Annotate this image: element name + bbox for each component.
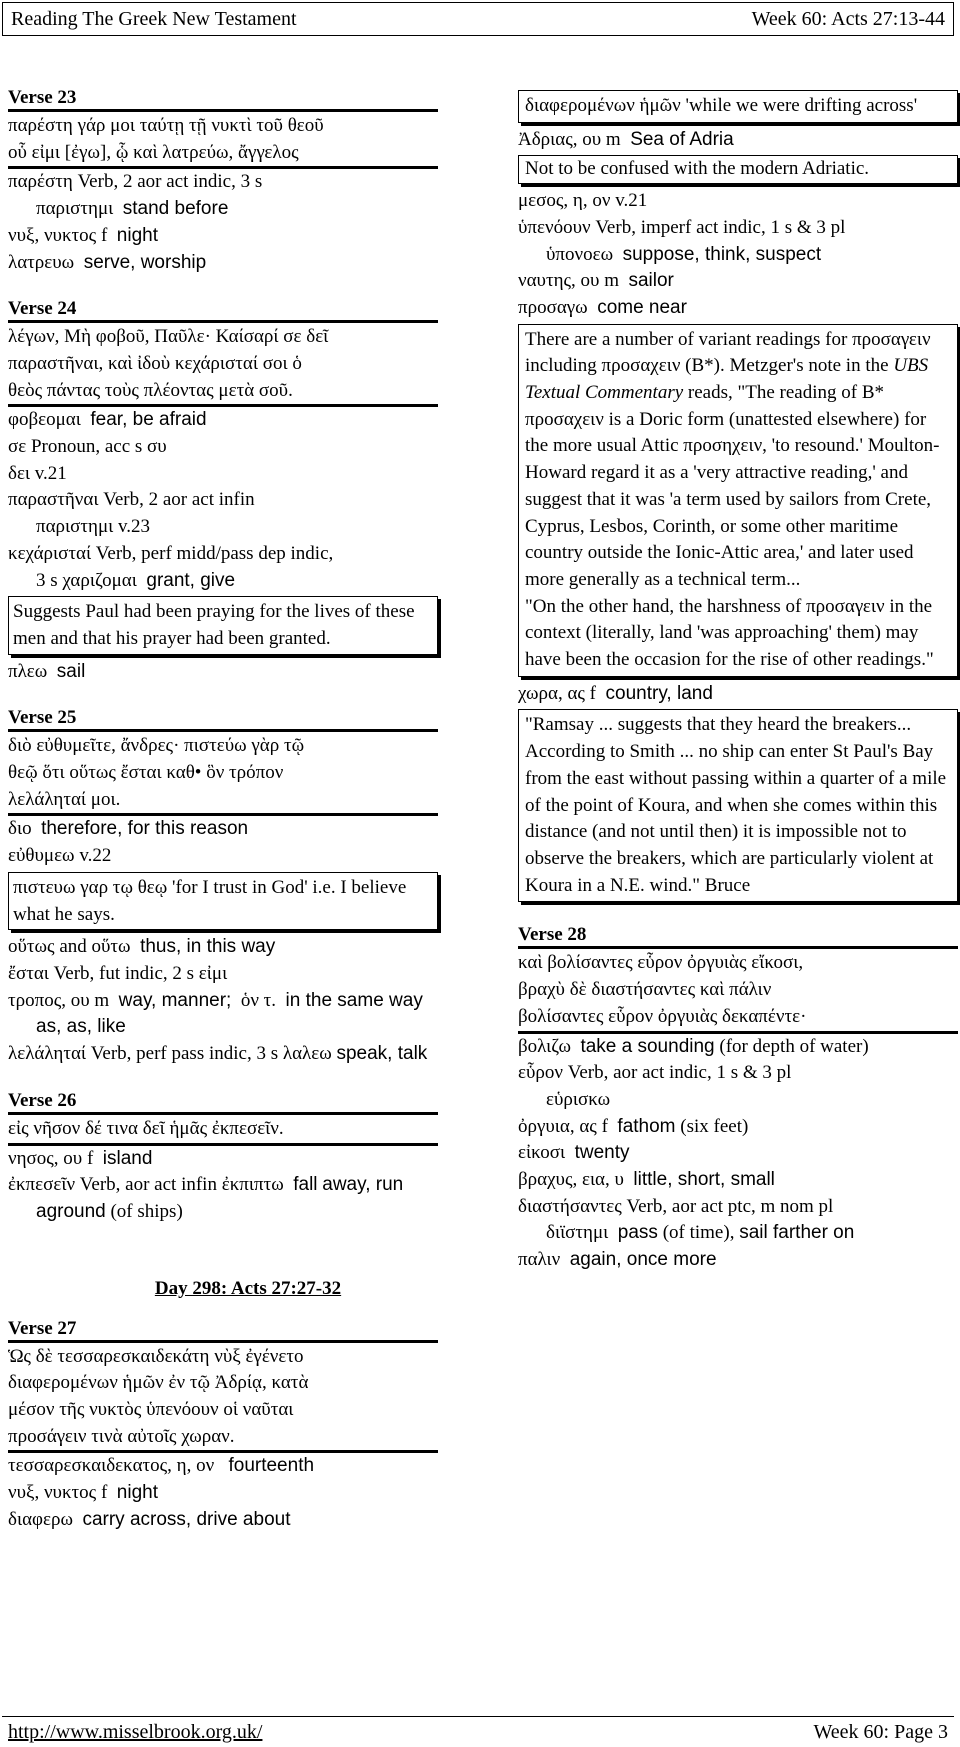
vocab-parse: ἐκπεσεῖν Verb, aor act infin ἐκπιπτω — [8, 1174, 284, 1196]
greek-line: θεὸς πάντας τοὺς πλέοντας μετὰ σοῦ. — [8, 379, 293, 401]
vocab-gloss: night — [116, 224, 158, 246]
vocab-word: βραχυς, εια, υ — [518, 1169, 624, 1191]
vocab-gloss: Sea of Adria — [630, 128, 734, 150]
vocab-item: σε Pronoun, acc s συ — [8, 436, 167, 458]
vocab-item — [8, 816, 438, 843]
greek-line: οὗ εἰμι [ἐγω], ᾧ καὶ λατρεύω, ἄγγελος — [8, 141, 299, 163]
vocab-item: εὑρισκω — [546, 1088, 611, 1110]
greek-line: θεῷ ὅτι οὕτως ἔσται καθ• ὃν τρόπον — [8, 762, 284, 784]
page-header — [2, 2, 954, 36]
vocab-note: (six feet) — [680, 1115, 749, 1137]
verse-heading: Verse 23 — [8, 87, 77, 108]
vocab-gloss: speak, talk — [336, 1043, 428, 1065]
greek-text — [8, 109, 438, 169]
vocab-gloss: away, run aground — [36, 1174, 404, 1222]
vocab-parse: λελάληταί Verb, perf pass indic, 3 s λαλεω — [8, 1043, 332, 1065]
greek-text — [8, 320, 438, 407]
greek-line: διὸ εὐθυμεῖτε, ἄνδρες· πιστεύω γὰρ τῷ — [8, 735, 305, 757]
note-title: UBS Textual Commentary — [525, 355, 929, 404]
greek-line: μέσον τῆς νυκτὸς ὑπενόουν οἱ ναῦται — [8, 1399, 294, 1421]
verse-heading: Verse 25 — [8, 707, 77, 729]
greek-line: παρέστη γάρ μοι ταύτῃ τῇ νυκτὶ τοῦ θεοῦ — [8, 115, 324, 136]
vocab-item: ὑπενόουν Verb, imperf act indic, 1 s & 3 pl — [518, 216, 846, 238]
vocab-item — [8, 1507, 438, 1534]
vocab-word: νυξ, νυκτος f — [8, 1482, 108, 1504]
vocab-gloss: thus, in this way — [140, 936, 276, 958]
vocab-word: πλεω — [8, 660, 48, 682]
note-box: Suggests Paul had been praying for the lives of these men and that his prayer had been granted. — [8, 596, 438, 654]
vocab-gloss: way, manner; — [118, 989, 232, 1011]
vocab-item — [8, 1480, 438, 1507]
vocab-item — [518, 295, 958, 322]
vocab-gloss: again, once more — [569, 1249, 717, 1271]
vocab-gloss: little, short, small — [633, 1169, 775, 1191]
vocab-item — [518, 1220, 958, 1247]
page-number: Week 60: Page 3 — [813, 1721, 948, 1743]
vocab-gloss: fourteenth — [228, 1455, 315, 1477]
left-column — [8, 82, 438, 1534]
vocab-note: (of ships) — [110, 1200, 183, 1222]
vocab-item — [8, 1453, 438, 1480]
vocab-item — [518, 1034, 958, 1061]
vocab-gloss: sail — [56, 660, 86, 682]
vocab-word: ὀργυια, ας f — [518, 1115, 608, 1137]
greek-line: προσάγειν τινὰ αὐτοῖς χωραν. — [8, 1425, 235, 1447]
vocab-item — [8, 934, 438, 961]
vocab-item — [518, 127, 958, 154]
vocab-word: διαφερω — [8, 1508, 73, 1530]
note-text: διαφερομένων ἡμῶν 'while we were drifting across' — [525, 95, 918, 116]
greek-line: διαφερομένων ἡμῶν ἐν τῷ Ἀδρίᾳ, κατὰ — [8, 1372, 309, 1394]
vocab-word: παριστημι — [36, 198, 114, 220]
vocab-gloss: in the same way as, as, like — [36, 989, 423, 1038]
greek-text — [8, 729, 438, 816]
vocab-word: τροπος, ου m — [8, 989, 110, 1011]
vocab-item — [518, 242, 958, 269]
vocab-item — [8, 1172, 438, 1225]
greek-line: παραστῆναι, καὶ ἰδοὺ κεχάρισταί σοι ὁ — [8, 352, 302, 374]
vocab-word: διο — [8, 818, 32, 840]
vocab-gloss: twenty — [574, 1142, 630, 1164]
vocab-word: προσαγω — [518, 296, 588, 318]
vocab-word: παλιν — [518, 1249, 561, 1271]
vocab-gloss: country, land — [605, 682, 713, 704]
vocab-item: εὐθυμεω v.22 — [8, 845, 112, 867]
vocab-word: ὁν τ. — [240, 989, 277, 1011]
vocab-item: δει v.21 — [8, 462, 67, 484]
vocab-word: διϊστημι — [546, 1222, 609, 1244]
vocab-word: ὑπονοεω — [546, 243, 614, 265]
greek-line: βραχὺ δὲ διαστήσαντες καὶ πάλιν — [518, 979, 772, 1001]
vocab-gloss: fall — [293, 1174, 318, 1196]
vocab-note: (of time), — [662, 1222, 735, 1244]
vocab-item — [518, 1114, 958, 1141]
greek-line: Ὡς δὲ τεσσαρεσκαιδεκάτη νὺξ ἐγένετο — [8, 1345, 304, 1367]
greek-text — [518, 946, 958, 1033]
vocab-note: (for depth of water) — [719, 1035, 869, 1057]
greek-line: καὶ βολίσαντες εὗρον ὀργυιὰς εἴκοσι, — [518, 952, 804, 974]
greek-text — [8, 1340, 438, 1454]
verse-heading: Verse 26 — [8, 1089, 77, 1111]
vocab-item — [8, 568, 438, 595]
vocab-item — [8, 407, 438, 434]
greek-line: λελάληταί μοι. — [8, 788, 121, 810]
note-text: There are a number of variant readings for προσαγειν including προσαχειν (B*). Metzger's note in the — [525, 328, 931, 377]
day-heading: Day 298: Acts 27:27-32 — [154, 1277, 342, 1299]
vocab-item — [518, 268, 958, 295]
vocab-item: κεχάρισταί Verb, perf midd/pass dep indic, — [8, 542, 334, 564]
vocab-item: διαστήσαντες Verb, aor act ptc, m nom pl — [518, 1195, 834, 1217]
vocab-word: εἰκοσι — [518, 1142, 566, 1164]
greek-line: εἰς νῆσον δέ τινα δεῖ ἡμᾶς ἐκπεσεῖν. — [8, 1117, 284, 1139]
verse-heading: Verse 28 — [518, 924, 587, 946]
vocab-gloss: grant, give — [146, 569, 236, 591]
vocab-gloss: suppose, think, suspect — [622, 243, 822, 265]
vocab-item: εὗρον Verb, aor act indic, 1 s & 3 pl — [518, 1062, 792, 1084]
vocab-item — [518, 1247, 958, 1274]
vocab-item — [8, 659, 438, 686]
vocab-gloss: night — [116, 1482, 158, 1504]
vocab-item: μεσος, η, ον v.21 — [518, 190, 648, 212]
vocab-gloss: carry across, drive about — [82, 1508, 291, 1530]
vocab-gloss: pass — [617, 1222, 658, 1244]
page-footer — [2, 1716, 954, 1744]
vocab-item — [518, 681, 958, 708]
vocab-item — [8, 169, 438, 196]
vocab-item — [518, 1140, 958, 1167]
vocab-item — [8, 223, 438, 250]
vocab-item — [8, 1146, 438, 1173]
vocab-gloss: island — [102, 1147, 153, 1169]
vocab-item — [8, 250, 438, 277]
vocab-item: παριστημι v.23 — [36, 516, 151, 538]
site-link[interactable]: http://www.misselbrook.org.uk/ — [8, 1721, 263, 1743]
note-text: reads, "The reading of B* προσαχειν is a Doric form (unattested elsewhere) for the more usual Attic προσηχειν, 'to resound.' Moulton-Howard regard it as a 'very attractive reading,' and suggest that it was 'a term used by sailors from Crete, Cyprus, Lesbos, Corinth, or some other maritime country outside the Ionic-Attic area,' and later used more generally as a technical term... — [525, 382, 940, 590]
vocab-gloss: sailor — [628, 270, 674, 292]
vocab-gloss: take a sounding — [580, 1035, 715, 1057]
vocab-word: Ἀδριας, ου m — [518, 128, 621, 150]
note-box: πιστευω γαρ τῳ θεῳ 'for I trust in God' i.e. I believe what he says. — [8, 872, 438, 930]
vocab-word: βολιζω — [518, 1035, 571, 1057]
vocab-word: νυξ, νυκτος f — [8, 224, 108, 246]
vocab-word: φοβεομαι — [8, 409, 81, 431]
vocab-item — [8, 988, 438, 1041]
vocab-word: 3 s χαριζομαι — [36, 569, 137, 591]
vocab-gloss: fear, be afraid — [90, 409, 207, 431]
vocab-word: τεσσαρεσκαιδεκατος, η, ον — [8, 1455, 215, 1477]
vocab-item — [8, 196, 438, 223]
note-box: Not to be confused with the modern Adriatic. — [518, 155, 958, 184]
vocab-parse: παρέστη Verb, 2 aor act indic, 3 s — [8, 171, 263, 193]
vocab-item: παραστῆναι Verb, 2 aor act infin — [8, 489, 255, 511]
note-box — [518, 324, 958, 677]
greek-text — [8, 1112, 438, 1146]
greek-line: λέγων, Μὴ φοβοῦ, Παῦλε· Καίσαρί σε δεῖ — [8, 326, 329, 348]
vocab-gloss: sail farther on — [739, 1222, 855, 1244]
note-box — [518, 90, 958, 123]
greek-line: βολίσαντες εὗρον ὀργυιὰς δεκαπέντε· — [518, 1005, 807, 1027]
vocab-gloss: therefore, for this reason — [41, 818, 249, 840]
note-text: "On the other hand, the harshness of προσαγειν in the context (literally, land 'was approaching' them) may have been the occasion for the rise of other readings." — [525, 595, 934, 671]
vocab-word: ναυτης, ου m — [518, 270, 619, 292]
vocab-word: χωρα, ας f — [518, 682, 597, 704]
header-week: Week 60: Acts 27:13-44 — [751, 7, 945, 30]
header-title: Reading The Greek New Testament — [11, 7, 297, 30]
vocab-gloss: come near — [597, 296, 687, 318]
vocab-word: λατρευω — [8, 251, 75, 273]
vocab-item — [8, 1041, 438, 1068]
vocab-gloss: stand before — [122, 198, 229, 220]
note-box: "Ramsay ... suggests that they heard the breakers... According to Smith ... no ship can enter St Paul's Bay from the east without passing within a quarter of a mile of the point of Koura, and when she comes within this distance (and not until then) it is impossible not to observe the breakers, which are particularly violent at Koura in a N.E. wind." Bruce — [518, 709, 958, 902]
verse-heading: Verse 27 — [8, 1317, 77, 1339]
verse-heading: Verse 24 — [8, 298, 77, 320]
right-column — [518, 88, 958, 1274]
vocab-word: οὕτως and οὕτω — [8, 936, 131, 958]
vocab-gloss: serve, worship — [83, 251, 207, 273]
vocab-gloss: fathom — [617, 1115, 676, 1137]
vocab-item: ἔσται Verb, fut indic, 2 s εἰμι — [8, 962, 228, 984]
vocab-word: νησος, ου f — [8, 1147, 94, 1169]
vocab-item — [518, 1167, 958, 1194]
